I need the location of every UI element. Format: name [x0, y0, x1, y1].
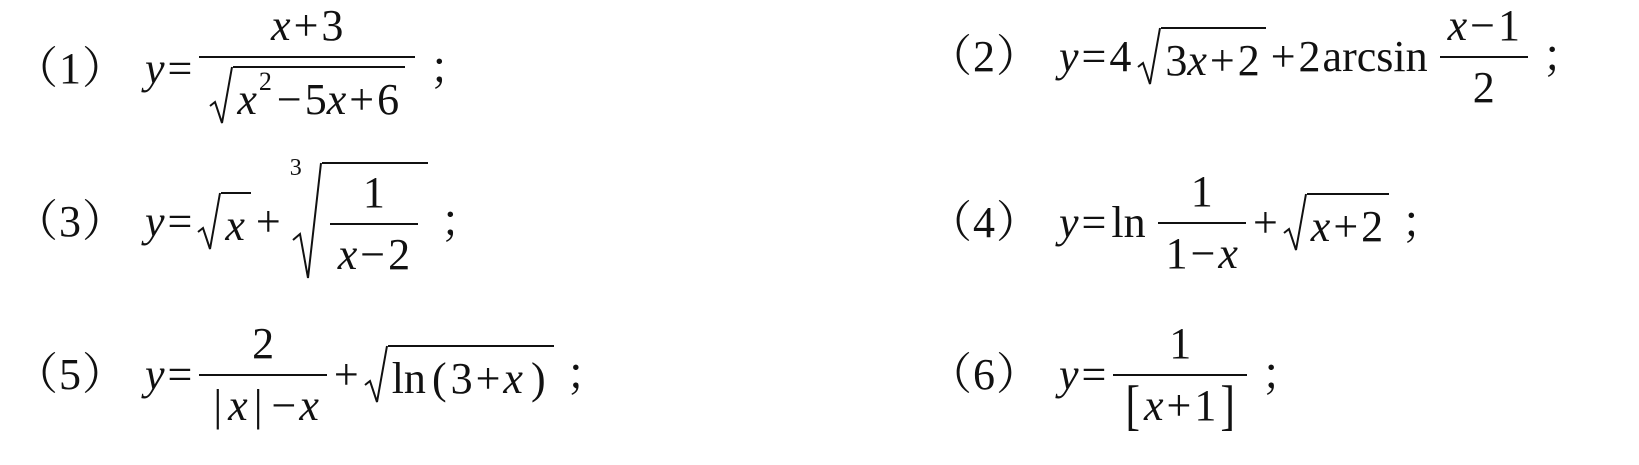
- fraction: [199, 319, 327, 430]
- problem-label: （5）: [14, 350, 127, 399]
- function-name: ln: [1111, 198, 1146, 247]
- numerator: 2: [252, 319, 275, 368]
- radical-sign-icon: [209, 66, 233, 126]
- radical-sign-icon: [1283, 193, 1307, 253]
- var-x: x: [337, 230, 358, 279]
- var-x: x: [228, 381, 248, 430]
- var-x: x: [271, 1, 291, 50]
- plus-sign: +: [333, 350, 359, 399]
- radical-sign-icon: [1137, 27, 1161, 87]
- constant: 6: [377, 74, 400, 124]
- problem-3: [14, 155, 485, 282]
- left-paren: (: [431, 353, 447, 403]
- constant: 2: [388, 230, 411, 279]
- square-root: [197, 192, 251, 252]
- var-x: x: [503, 353, 523, 403]
- function-name: arcsin: [1322, 32, 1428, 81]
- var-y: y: [1059, 198, 1079, 247]
- square-root: [1283, 193, 1389, 253]
- radical-sign-icon: [197, 192, 221, 252]
- equals-sign: =: [167, 197, 193, 246]
- constant: 1: [1497, 1, 1520, 50]
- constant: 3: [450, 353, 473, 403]
- plus-sign: +: [1252, 198, 1278, 247]
- plus-sign: +: [1333, 201, 1359, 251]
- var-x: x: [1144, 381, 1164, 430]
- equals-sign: =: [1081, 32, 1107, 81]
- var-x: x: [237, 74, 257, 124]
- var-x: x: [326, 74, 347, 124]
- denominator: [330, 225, 418, 277]
- numerator: 1: [362, 168, 385, 217]
- constant: 2: [1237, 35, 1260, 85]
- plus-sign: +: [255, 197, 281, 246]
- problem-label: （1）: [14, 44, 127, 93]
- constant: 1: [1165, 229, 1188, 278]
- denominator: [1113, 374, 1247, 436]
- fraction: [1158, 167, 1246, 278]
- numerator: [1440, 1, 1528, 56]
- radical-sign-icon: [364, 345, 388, 405]
- fraction: [330, 168, 418, 279]
- coefficient: 2: [1298, 32, 1321, 81]
- numerator: 1: [1169, 319, 1192, 368]
- problem-1: [14, 1, 474, 134]
- var-y: y: [1059, 32, 1079, 81]
- minus-sign: −: [1470, 1, 1495, 50]
- denominator: [199, 376, 327, 428]
- plus-sign: +: [475, 353, 501, 403]
- minus-sign: −: [276, 74, 302, 124]
- right-paren: ): [530, 353, 546, 403]
- abs-bar: |: [253, 381, 263, 430]
- fraction: [1113, 319, 1247, 436]
- exponent: 2: [258, 66, 272, 96]
- right-bracket: ]: [1220, 374, 1236, 436]
- var-y: y: [145, 350, 165, 399]
- left-bracket: [: [1125, 374, 1141, 436]
- constant: 2: [1361, 201, 1384, 251]
- semicolon: ；: [1401, 198, 1446, 247]
- fraction: [199, 1, 415, 134]
- minus-sign: −: [1190, 229, 1216, 278]
- minus-sign: −: [271, 381, 297, 430]
- var-y: y: [1059, 350, 1079, 399]
- fraction: [1440, 1, 1528, 112]
- constant: 5: [304, 74, 327, 124]
- problem-label: （2）: [928, 32, 1041, 81]
- var-y: y: [145, 44, 165, 93]
- var-x: x: [1218, 229, 1238, 278]
- equals-sign: =: [167, 350, 193, 399]
- semicolon: ；: [565, 350, 610, 399]
- var-x: x: [1447, 1, 1468, 50]
- equals-sign: =: [1081, 350, 1107, 399]
- semicolon: ；: [440, 197, 485, 246]
- plus-sign: +: [1209, 35, 1235, 85]
- problem-4: [928, 167, 1446, 278]
- var-x: x: [299, 381, 319, 430]
- plus-sign: +: [293, 1, 319, 50]
- constant: 3: [1165, 35, 1188, 85]
- problem-label: （6）: [928, 350, 1041, 399]
- semicolon: ；: [1541, 32, 1586, 81]
- equals-sign: =: [167, 44, 193, 93]
- numerator: [263, 1, 351, 56]
- plus-sign: +: [1270, 32, 1296, 81]
- denominator: [1158, 224, 1246, 276]
- problem-label: （3）: [14, 197, 127, 246]
- var-y: y: [145, 197, 165, 246]
- square-root: [1137, 27, 1265, 87]
- plus-sign: +: [1166, 381, 1192, 430]
- var-x: x: [1187, 35, 1207, 85]
- problem-2: [928, 1, 1586, 112]
- coefficient: 4: [1109, 32, 1132, 81]
- square-root: [209, 66, 405, 126]
- var-x: x: [225, 200, 245, 250]
- constant: 1: [1194, 381, 1217, 430]
- equals-sign: =: [1081, 198, 1107, 247]
- denominator: 2: [1472, 63, 1495, 112]
- problem-label: （4）: [928, 198, 1041, 247]
- function-name: ln: [391, 353, 426, 403]
- semicolon: ；: [1261, 350, 1306, 399]
- numerator: 1: [1190, 167, 1213, 216]
- var-x: x: [1310, 201, 1331, 251]
- problem-5: [14, 319, 610, 430]
- minus-sign: −: [360, 230, 386, 279]
- square-root: [364, 345, 554, 405]
- cube-root: [289, 155, 428, 282]
- plus-sign: +: [349, 74, 375, 124]
- abs-bar: |: [213, 381, 223, 430]
- denominator: [199, 58, 415, 134]
- semicolon: ；: [429, 44, 474, 93]
- root-index: 3: [289, 155, 302, 181]
- problem-6: [928, 319, 1306, 436]
- constant: 3: [321, 1, 344, 50]
